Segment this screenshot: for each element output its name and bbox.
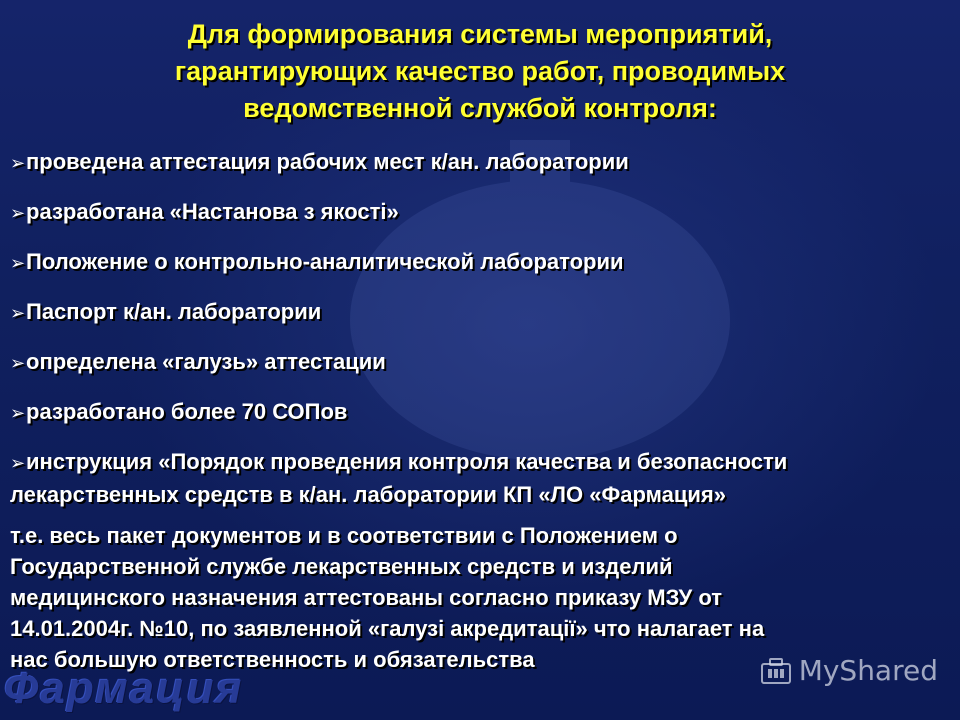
bullet-item <box>10 446 952 510</box>
bullet-item <box>10 196 952 229</box>
arrow-bullet-icon: ➢ <box>10 253 26 273</box>
title-line: Для формирования системы мероприятий, <box>187 19 773 49</box>
arrow-bullet-icon: ➢ <box>10 303 26 323</box>
bullet-text: Паспорт к/ан. лаборатории <box>26 299 322 324</box>
bullet-text: Положение о контрольно-аналитической лаборатории <box>26 249 624 274</box>
bullet-text: инструкция «Порядок проведения контроля качества и безопасности лекарственных средств в к/ан. лаборатории КП «ЛО «Фармация» <box>10 449 788 507</box>
bullet-item <box>10 246 952 279</box>
bullet-item <box>10 346 952 379</box>
bullet-item <box>10 396 952 429</box>
bullet-text: определена «галузь» аттестации <box>26 349 386 374</box>
title-line: гарантирующих качество работ, проводимых <box>174 56 786 86</box>
arrow-bullet-icon: ➢ <box>10 353 26 373</box>
bullet-text: разработана «Настанова з якості» <box>26 199 399 224</box>
arrow-bullet-icon: ➢ <box>10 403 26 423</box>
bullet-text: разработано более 70 СОПов <box>26 399 348 424</box>
farmacia-logo: Фармация <box>4 664 244 713</box>
arrow-bullet-icon: ➢ <box>10 203 26 223</box>
watermark-text: MyShared <box>798 654 938 687</box>
slide-title <box>60 16 900 127</box>
myshared-logo-icon <box>759 656 793 686</box>
bullet-item <box>10 146 952 179</box>
bullet-item <box>10 296 952 329</box>
summary-paragraph <box>10 520 952 675</box>
title-line: ведомственной службой контроля: <box>243 93 717 123</box>
slide-content <box>10 146 952 675</box>
paragraph-line: медицинского назначения аттестованы согласно приказу МЗУ от <box>10 585 722 610</box>
paragraph-line: Государственной службе лекарственных средств и изделий <box>10 554 673 579</box>
paragraph-line: т.е. весь пакет документов и в соответствии с Положением о <box>10 523 678 548</box>
arrow-bullet-icon: ➢ <box>10 453 26 473</box>
paragraph-line: нас большую ответственность и обязательства <box>10 647 535 672</box>
paragraph-line: 14.01.2004г. №10, по заявленной «галузі акредитації» что налагает на <box>10 616 765 641</box>
bullet-text: проведена аттестация рабочих мест к/ан. лаборатории <box>26 149 629 174</box>
arrow-bullet-icon: ➢ <box>10 153 26 173</box>
myshared-watermark[interactable] <box>759 654 938 687</box>
